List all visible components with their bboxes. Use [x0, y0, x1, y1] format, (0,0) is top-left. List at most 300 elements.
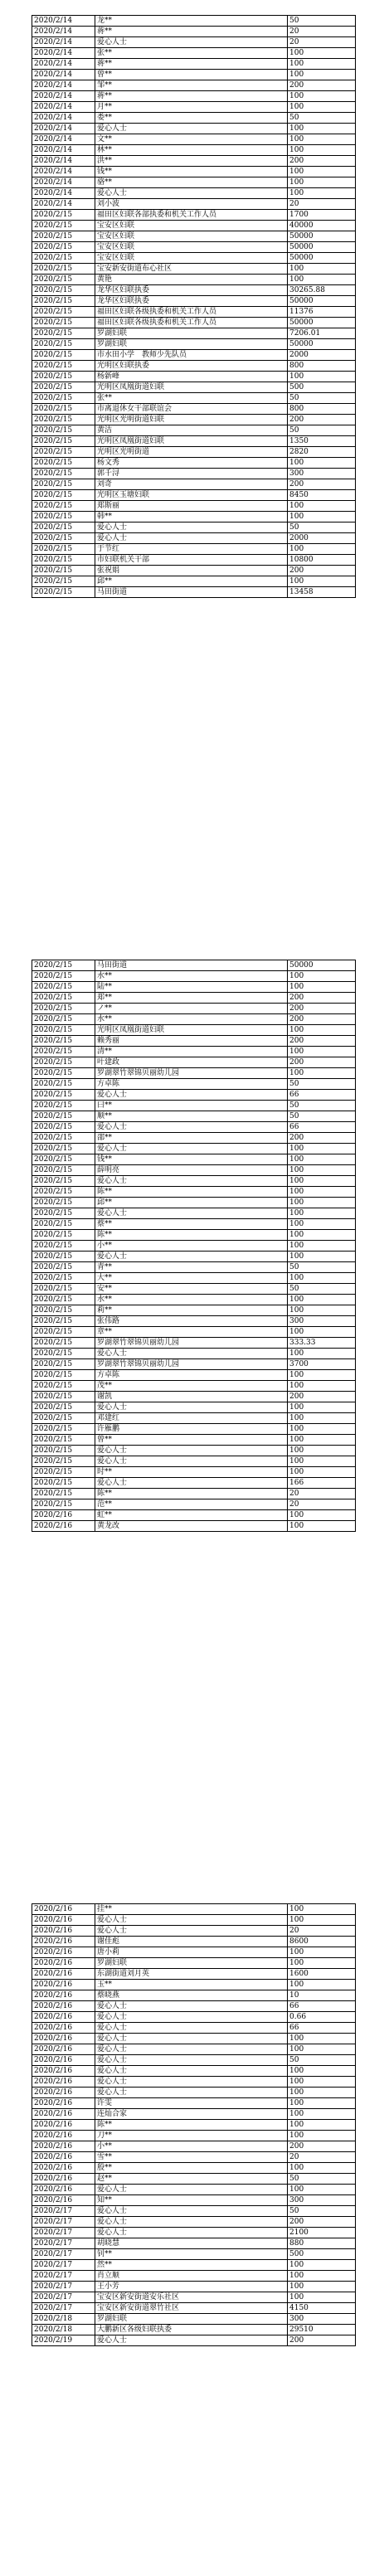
date-cell: 2020/2/14: [32, 37, 95, 48]
date-cell: 2020/2/14: [32, 27, 95, 37]
date-cell: 2020/2/15: [32, 1047, 95, 1057]
amount-cell: 2000: [288, 350, 356, 361]
amount-cell: 100: [288, 1144, 356, 1154]
date-cell: 2020/2/17: [32, 2249, 95, 2260]
date-cell: 2020/2/15: [32, 296, 95, 307]
date-cell: 2020/2/15: [32, 1111, 95, 1122]
table-row: [32, 2088, 356, 2098]
table-row: [32, 512, 356, 522]
donor-cell: 钊**: [95, 2249, 288, 2260]
table-row: [32, 2271, 356, 2282]
amount-cell: 100: [288, 512, 356, 522]
table-row: [32, 2238, 356, 2249]
amount-cell: 200: [288, 1004, 356, 1014]
amount-cell: 100: [288, 70, 356, 80]
amount-cell: 11376: [288, 307, 356, 318]
table-row: [32, 555, 356, 566]
date-cell: 2020/2/17: [32, 2282, 95, 2292]
amount-cell: 66: [288, 1122, 356, 1133]
date-cell: 2020/2/18: [32, 2325, 95, 2335]
amount-cell: 100: [288, 1176, 356, 1187]
donor-cell: 薛明亮: [95, 1165, 288, 1176]
table-row: [32, 1230, 356, 1241]
table-row: [32, 1467, 356, 1478]
date-cell: 2020/2/14: [32, 48, 95, 59]
amount-cell: 66: [288, 2001, 356, 2012]
table-row: [32, 145, 356, 156]
table-row: [32, 2228, 356, 2238]
table-row: [32, 264, 356, 275]
table-row: [32, 1165, 356, 1176]
donor-cell: 爱心人士: [95, 2066, 288, 2077]
amount-cell: 100: [288, 188, 356, 199]
donor-cell: 水**: [95, 1014, 288, 1025]
amount-cell: 100: [288, 1958, 356, 1969]
date-cell: 2020/2/15: [32, 425, 95, 436]
amount-cell: 100: [288, 1413, 356, 1424]
amount-cell: 100: [288, 102, 356, 113]
date-cell: 2020/2/15: [32, 555, 95, 566]
table-row: [32, 960, 356, 971]
amount-cell: 50: [288, 425, 356, 436]
donor-cell: 青**: [95, 1262, 288, 1273]
amount-cell: 10800: [288, 555, 356, 566]
amount-cell: 100: [288, 1273, 356, 1284]
table-row: [32, 2023, 356, 2034]
amount-cell: 100: [288, 264, 356, 275]
table-row: [32, 1510, 356, 1521]
date-cell: 2020/2/15: [32, 264, 95, 275]
amount-cell: 100: [288, 576, 356, 587]
amount-cell: 100: [288, 1904, 356, 1915]
table-row: [32, 544, 356, 555]
date-cell: 2020/2/16: [32, 2098, 95, 2109]
donor-cell: 市水田小学 教师少先队员: [95, 350, 288, 361]
date-cell: 2020/2/16: [32, 2195, 95, 2206]
table-row: [32, 1208, 356, 1219]
amount-cell: 50: [288, 113, 356, 124]
date-cell: 2020/2/17: [32, 2271, 95, 2282]
donor-cell: 谢凯: [95, 1392, 288, 1402]
table-row: [32, 1980, 356, 1990]
donor-cell: 爱心人士: [95, 522, 288, 533]
donor-cell: 爱心人士: [95, 1349, 288, 1359]
date-cell: 2020/2/15: [32, 285, 95, 296]
donor-cell: 胡晓慧: [95, 2238, 288, 2249]
amount-cell: 200: [288, 1057, 356, 1068]
amount-cell: 50: [288, 1284, 356, 1295]
table-row: [32, 2141, 356, 2152]
table-row: [32, 113, 356, 124]
amount-cell: 200: [288, 1014, 356, 1025]
donor-cell: 福田区妇联各级执委和机关工作人员: [95, 307, 288, 318]
donor-cell: 爱心人士: [95, 1176, 288, 1187]
table-row: [32, 16, 356, 27]
table-row: [32, 479, 356, 490]
amount-cell: 50: [288, 16, 356, 27]
date-cell: 2020/2/15: [32, 415, 95, 425]
amount-cell: 100: [288, 2088, 356, 2098]
date-cell: 2020/2/15: [32, 1176, 95, 1187]
date-cell: 2020/2/15: [32, 221, 95, 231]
amount-cell: 100: [288, 2260, 356, 2271]
date-cell: 2020/2/16: [32, 2141, 95, 2152]
table-row: [32, 1327, 356, 1338]
amount-cell: 50: [288, 522, 356, 533]
table-row: [32, 982, 356, 993]
table-row: [32, 1424, 356, 1435]
donor-cell: 水**: [95, 971, 288, 982]
amount-cell: 20: [288, 37, 356, 48]
amount-cell: 200: [288, 993, 356, 1004]
date-cell: 2020/2/17: [32, 2303, 95, 2314]
amount-cell: 100: [288, 372, 356, 382]
date-cell: 2020/2/17: [32, 2206, 95, 2217]
amount-cell: 500: [288, 382, 356, 393]
date-cell: 2020/2/15: [32, 307, 95, 318]
amount-cell: 100: [288, 1305, 356, 1316]
table-row: [32, 1154, 356, 1165]
amount-cell: 100: [288, 1467, 356, 1478]
amount-cell: 50000: [288, 242, 356, 253]
donor-cell: 叶建政: [95, 1057, 288, 1068]
table-row: [32, 1057, 356, 1068]
amount-cell: 100: [288, 2185, 356, 2195]
date-cell: 2020/2/15: [32, 1446, 95, 1456]
amount-cell: 200: [288, 1392, 356, 1402]
table-row: [32, 318, 356, 328]
table-row: [32, 1219, 356, 1230]
table-row: [32, 2109, 356, 2120]
donor-cell: 连灿合家: [95, 2109, 288, 2120]
table-row: [32, 1316, 356, 1327]
date-cell: 2020/2/15: [32, 1036, 95, 1047]
table-row: [32, 2131, 356, 2141]
donor-cell: 郭千浔: [95, 469, 288, 479]
amount-cell: 100: [288, 1219, 356, 1230]
table-row: [32, 1402, 356, 1413]
date-cell: 2020/2/15: [32, 436, 95, 447]
donor-cell: 罗湖妇联: [95, 2314, 288, 2325]
donor-cell: 范**: [95, 1499, 288, 1510]
table-row: [32, 48, 356, 59]
date-cell: 2020/2/16: [32, 2120, 95, 2131]
table-row: [32, 393, 356, 404]
amount-cell: 100: [288, 1402, 356, 1413]
amount-cell: 200: [288, 80, 356, 91]
date-cell: 2020/2/14: [32, 134, 95, 145]
donor-cell: 爱心人士: [95, 2335, 288, 2346]
amount-cell: 100: [288, 1154, 356, 1165]
donor-cell: 杨文秀: [95, 458, 288, 469]
donor-cell: 雪**: [95, 2152, 288, 2163]
amount-cell: 200: [288, 156, 356, 167]
table-row: [32, 199, 356, 210]
donor-cell: 黄龙改: [95, 1521, 288, 1532]
date-cell: 2020/2/15: [32, 1004, 95, 1014]
donor-cell: 刘奇: [95, 479, 288, 490]
amount-cell: 100: [288, 2131, 356, 2141]
donor-cell: 章**: [95, 1327, 288, 1338]
table-row: [32, 285, 356, 296]
amount-cell: 100: [288, 124, 356, 134]
donor-cell: 邵**: [95, 1133, 288, 1144]
amount-cell: 200: [288, 1133, 356, 1144]
table-row: [32, 1478, 356, 1489]
amount-cell: 200: [288, 2217, 356, 2228]
table-row: [32, 2292, 356, 2303]
donor-cell: 光明区凤凰街道妇联: [95, 1025, 288, 1036]
amount-cell: 100: [288, 2120, 356, 2131]
donor-cell: 黄洁: [95, 425, 288, 436]
amount-cell: 100: [288, 2271, 356, 2282]
donor-cell: 赵**: [95, 2174, 288, 2185]
donor-cell: 小**: [95, 2141, 288, 2152]
date-cell: 2020/2/15: [32, 1359, 95, 1370]
table-row: [32, 2335, 356, 2346]
donor-cell: 光明区玉塘妇联: [95, 490, 288, 501]
table-row: [32, 458, 356, 469]
donor-cell: 爱心人士: [95, 1915, 288, 1926]
table-row: [32, 1990, 356, 2001]
amount-cell: 100: [288, 1424, 356, 1435]
amount-cell: 100: [288, 2098, 356, 2109]
amount-cell: 8600: [288, 1937, 356, 1947]
amount-cell: 200: [288, 566, 356, 576]
date-cell: 2020/2/15: [32, 1467, 95, 1478]
table-row: [32, 1926, 356, 1937]
date-cell: 2020/2/15: [32, 1456, 95, 1467]
amount-cell: 50: [288, 1111, 356, 1122]
donor-cell: 曾**: [95, 1435, 288, 1446]
date-cell: 2020/2/16: [32, 1947, 95, 1958]
date-cell: 2020/2/16: [32, 1904, 95, 1915]
amount-cell: 66: [288, 2023, 356, 2034]
amount-cell: 100: [288, 2034, 356, 2044]
donor-cell: 光明区妇联执委: [95, 361, 288, 372]
table-row: [32, 447, 356, 458]
table-row: [32, 2217, 356, 2228]
date-cell: 2020/2/16: [32, 1937, 95, 1947]
amount-cell: 50: [288, 1079, 356, 1090]
donor-cell: 宝安区妇联: [95, 242, 288, 253]
date-cell: 2020/2/16: [32, 2044, 95, 2055]
date-cell: 2020/2/15: [32, 1208, 95, 1219]
amount-cell: 200: [288, 479, 356, 490]
donor-cell: 爱心人士: [95, 533, 288, 544]
donor-cell: 大**: [95, 1273, 288, 1284]
amount-cell: 100: [288, 91, 356, 102]
donor-cell: 爱心人士: [95, 124, 288, 134]
amount-cell: 333.33: [288, 1338, 356, 1349]
date-cell: 2020/2/15: [32, 576, 95, 587]
amount-cell: 200: [288, 415, 356, 425]
donor-cell: 爱心人士: [95, 2206, 288, 2217]
donor-cell: 爱心人士: [95, 1478, 288, 1489]
date-cell: 2020/2/15: [32, 533, 95, 544]
date-cell: 2020/2/16: [32, 2163, 95, 2174]
table-row: [32, 1499, 356, 1510]
date-cell: 2020/2/15: [32, 993, 95, 1004]
date-cell: 2020/2/17: [32, 2260, 95, 2271]
table-row: [32, 1338, 356, 1349]
table-row: [32, 490, 356, 501]
table-row: [32, 2185, 356, 2195]
amount-cell: 300: [288, 2195, 356, 2206]
table-row: [32, 587, 356, 598]
amount-cell: 200: [288, 2335, 356, 2346]
amount-cell: 880: [288, 2238, 356, 2249]
date-cell: 2020/2/15: [32, 253, 95, 264]
table-row: [32, 328, 356, 339]
table-row: [32, 1349, 356, 1359]
date-cell: 2020/2/14: [32, 167, 95, 177]
donor-cell: 罗湖翠竹翠锦贝丽幼儿园: [95, 1068, 288, 1079]
table-row: [32, 2249, 356, 2260]
donor-cell: 文**: [95, 134, 288, 145]
donation-table-3: [32, 1903, 356, 2346]
amount-cell: 200: [288, 1036, 356, 1047]
amount-cell: 100: [288, 1446, 356, 1456]
table-row: [32, 1252, 356, 1262]
date-cell: 2020/2/14: [32, 80, 95, 91]
date-cell: 2020/2/15: [32, 1295, 95, 1305]
table-row: [32, 2044, 356, 2055]
amount-cell: 100: [288, 2066, 356, 2077]
amount-cell: 50000: [288, 231, 356, 242]
donor-cell: 爱心人士: [95, 1208, 288, 1219]
table-row: [32, 501, 356, 512]
donor-cell: 爱心人士: [95, 2001, 288, 2012]
table-row: [32, 1079, 356, 1090]
donor-cell: 挂**: [95, 1904, 288, 1915]
table-row: [32, 1111, 356, 1122]
amount-cell: 100: [288, 2292, 356, 2303]
table-row: [32, 188, 356, 199]
date-cell: 2020/2/14: [32, 91, 95, 102]
table-row: [32, 2055, 356, 2066]
donor-cell: 方卓陈: [95, 1370, 288, 1381]
date-cell: 2020/2/15: [32, 469, 95, 479]
donor-cell: 龙华区妇联执委: [95, 285, 288, 296]
amount-cell: 100: [288, 982, 356, 993]
date-cell: 2020/2/15: [32, 361, 95, 372]
donation-table-2: [32, 960, 356, 1532]
amount-cell: 100: [288, 177, 356, 188]
table-row: [32, 2206, 356, 2217]
table-row: [32, 2163, 356, 2174]
date-cell: 2020/2/15: [32, 1187, 95, 1198]
donor-cell: 爱心人士: [95, 2185, 288, 2195]
amount-cell: 50000: [288, 296, 356, 307]
donor-cell: 东湖街道刘月英: [95, 1969, 288, 1980]
donor-cell: 光明区凤凰街道妇联: [95, 382, 288, 393]
donor-cell: 爱心人士: [95, 1926, 288, 1937]
amount-cell: 13458: [288, 587, 356, 598]
date-cell: 2020/2/17: [32, 2228, 95, 2238]
date-cell: 2020/2/16: [32, 2174, 95, 2185]
donor-cell: 清**: [95, 1047, 288, 1057]
amount-cell: 20: [288, 1499, 356, 1510]
date-cell: 2020/2/15: [32, 501, 95, 512]
date-cell: 2020/2/15: [32, 1165, 95, 1176]
table-row: [32, 1413, 356, 1424]
donor-cell: 宝安区新安街道翠竹社区: [95, 2303, 288, 2314]
donor-cell: 爱心人士: [95, 1122, 288, 1133]
date-cell: 2020/2/15: [32, 479, 95, 490]
table-row: [32, 415, 356, 425]
amount-cell: 100: [288, 1068, 356, 1079]
table-row: [32, 2034, 356, 2044]
date-cell: 2020/2/15: [32, 1305, 95, 1316]
donor-cell: 大鹏新区各级妇联执委: [95, 2325, 288, 2335]
amount-cell: 8450: [288, 490, 356, 501]
table-row: [32, 2303, 356, 2314]
date-cell: 2020/2/15: [32, 1014, 95, 1025]
donor-cell: 陈**: [95, 2120, 288, 2131]
amount-cell: 100: [288, 2282, 356, 2292]
amount-cell: 200: [288, 2141, 356, 2152]
donor-cell: 茂**: [95, 1381, 288, 1392]
donor-cell: 谢佳彪: [95, 1937, 288, 1947]
date-cell: 2020/2/17: [32, 2292, 95, 2303]
donor-cell: 爱心人士: [95, 2055, 288, 2066]
date-cell: 2020/2/14: [32, 16, 95, 27]
amount-cell: 1350: [288, 436, 356, 447]
table-row: [32, 522, 356, 533]
amount-cell: 100: [288, 1208, 356, 1219]
table-row: [32, 993, 356, 1004]
date-cell: 2020/2/15: [32, 1499, 95, 1510]
donor-cell: 马田街道: [95, 960, 288, 971]
donor-cell: 水**: [95, 1295, 288, 1305]
table-row: [32, 576, 356, 587]
table-row: [32, 1176, 356, 1187]
amount-cell: 300: [288, 469, 356, 479]
donor-cell: 钱**: [95, 167, 288, 177]
date-cell: 2020/2/15: [32, 328, 95, 339]
table-row: [32, 102, 356, 113]
amount-cell: 1700: [288, 210, 356, 221]
amount-cell: 100: [288, 1456, 356, 1467]
date-cell: 2020/2/16: [32, 1926, 95, 1937]
amount-cell: 30265.88: [288, 285, 356, 296]
donor-cell: 爱心人士: [95, 2023, 288, 2034]
date-cell: 2020/2/16: [32, 2152, 95, 2163]
table-row: [32, 253, 356, 264]
table-row: [32, 307, 356, 318]
table-row: [32, 59, 356, 70]
donor-cell: 宝安新安街道布心社区: [95, 264, 288, 275]
table-row: [32, 1521, 356, 1532]
donor-cell: 市妇联机关干部: [95, 555, 288, 566]
date-cell: 2020/2/15: [32, 1349, 95, 1359]
donor-cell: 洪**: [95, 156, 288, 167]
date-cell: 2020/2/16: [32, 1510, 95, 1521]
donor-cell: 龙华区妇联执委: [95, 296, 288, 307]
amount-cell: 100: [288, 275, 356, 285]
amount-cell: 50: [288, 2055, 356, 2066]
date-cell: 2020/2/15: [32, 960, 95, 971]
donor-cell: 时**: [95, 1467, 288, 1478]
table-row: [32, 231, 356, 242]
date-cell: 2020/2/16: [32, 2012, 95, 2023]
donor-cell: 罗湖妇联: [95, 328, 288, 339]
donor-cell: 光明区凤凰街道妇联: [95, 436, 288, 447]
table-row: [32, 1198, 356, 1208]
table-row: [32, 1122, 356, 1133]
amount-cell: 50: [288, 393, 356, 404]
